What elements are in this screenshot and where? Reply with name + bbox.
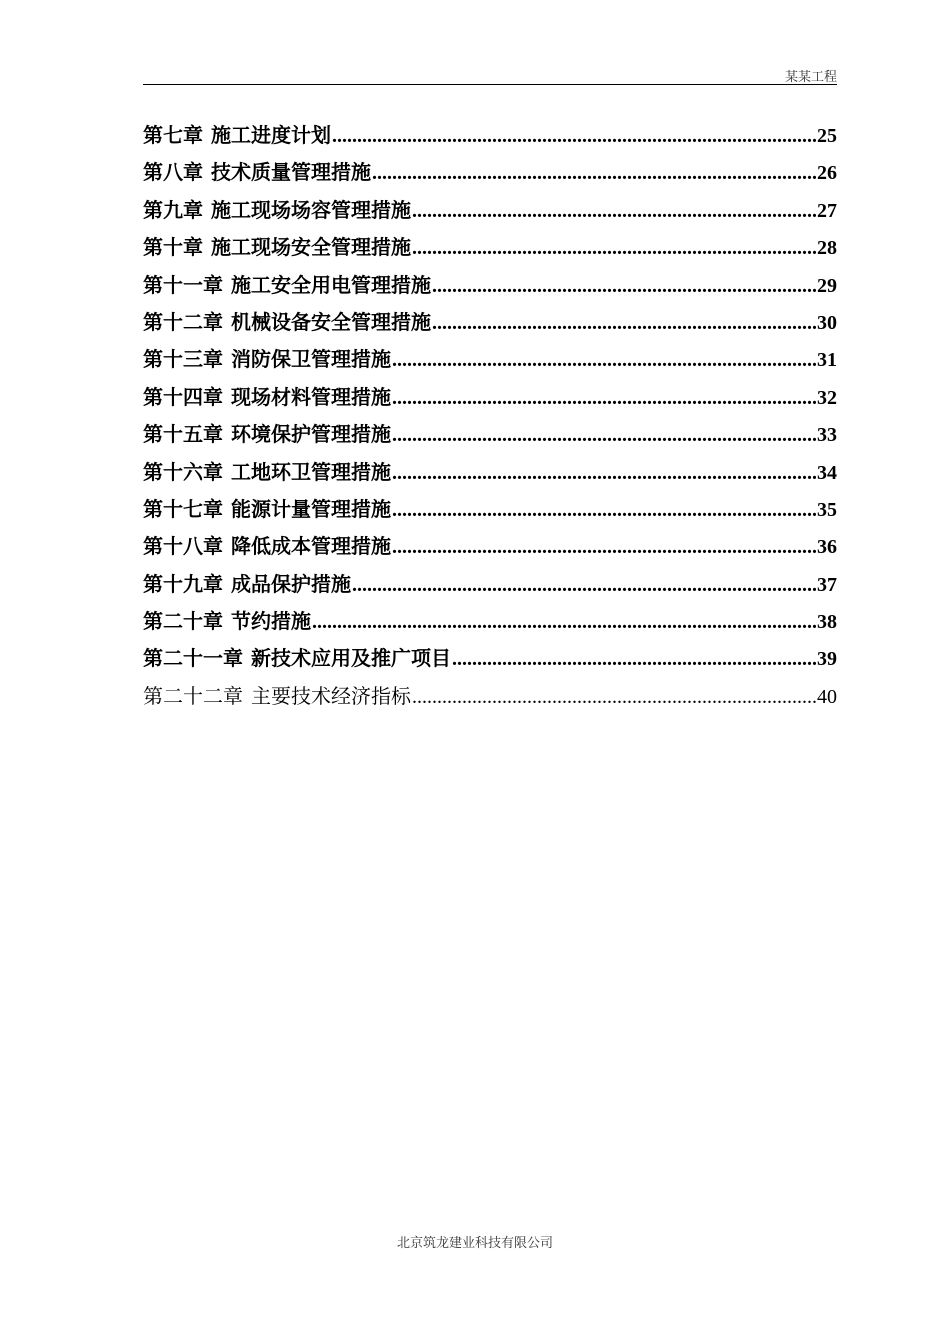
toc-title: 施工进度计划 xyxy=(211,123,331,147)
toc-entry[interactable] xyxy=(143,454,837,491)
page-header xyxy=(143,60,837,85)
toc-leader xyxy=(452,641,816,678)
toc-page-number: 40 xyxy=(817,685,837,708)
toc-title: 消防保卫管理措施 xyxy=(231,347,391,372)
toc-title: 节约措施 xyxy=(231,609,311,634)
toc-chapter: 第十八章 xyxy=(143,534,223,559)
toc-entry[interactable] xyxy=(143,267,837,304)
toc-chapter: 第十四章 xyxy=(143,384,223,409)
toc-entry[interactable] xyxy=(143,379,837,416)
toc-page-number: 36 xyxy=(817,536,837,559)
toc-title: 施工现场场容管理措施 xyxy=(211,197,411,222)
toc-chapter: 第二十二章 xyxy=(143,683,243,708)
toc-leader xyxy=(312,604,816,641)
header-title: 某某工程 xyxy=(784,70,837,85)
toc-entry[interactable] xyxy=(143,491,837,528)
toc-leader xyxy=(332,118,816,155)
toc-leader xyxy=(392,455,816,492)
toc-leader xyxy=(392,417,816,454)
toc-entry[interactable] xyxy=(143,566,837,603)
toc-leader xyxy=(432,268,816,305)
toc-title: 新技术应用及推广项目 xyxy=(251,646,451,671)
toc-entry[interactable] xyxy=(143,154,837,191)
toc-page-number: 34 xyxy=(817,461,837,484)
toc-leader xyxy=(392,342,816,379)
toc-chapter: 第八章 xyxy=(143,160,203,185)
toc-page-number: 31 xyxy=(817,349,837,372)
toc-title: 现场材料管理措施 xyxy=(231,384,391,409)
toc-leader xyxy=(432,305,816,342)
toc-page-number: 28 xyxy=(817,237,837,260)
toc-entry[interactable] xyxy=(143,603,837,640)
toc-leader xyxy=(412,193,816,230)
toc-page-number: 26 xyxy=(817,162,837,185)
toc-entry[interactable] xyxy=(143,117,837,154)
toc-page-number: 32 xyxy=(817,386,837,409)
toc-entry[interactable] xyxy=(143,678,837,715)
toc-page-number: 30 xyxy=(817,311,837,334)
toc-chapter: 第十三章 xyxy=(143,347,223,372)
page-footer xyxy=(0,1232,950,1251)
toc-chapter: 第十一章 xyxy=(143,272,223,297)
toc-entry[interactable] xyxy=(143,304,837,341)
toc-entry[interactable] xyxy=(143,229,837,266)
toc-page-number: 38 xyxy=(817,611,837,634)
toc-title: 降低成本管理措施 xyxy=(231,534,391,559)
table-of-contents xyxy=(143,117,837,715)
toc-chapter: 第七章 xyxy=(143,123,203,147)
toc-entry[interactable] xyxy=(143,640,837,677)
toc-page-number: 33 xyxy=(817,424,837,447)
toc-leader xyxy=(392,529,816,566)
toc-chapter: 第十二章 xyxy=(143,309,223,334)
toc-chapter: 第十五章 xyxy=(143,422,223,447)
toc-title: 工地环卫管理措施 xyxy=(231,459,391,484)
toc-title: 机械设备安全管理措施 xyxy=(231,309,431,334)
toc-leader xyxy=(392,380,816,417)
toc-leader xyxy=(392,492,816,529)
toc-leader xyxy=(352,567,816,604)
toc-page-number: 29 xyxy=(817,274,837,297)
toc-page-number: 25 xyxy=(817,125,837,147)
toc-chapter: 第二十章 xyxy=(143,609,223,634)
toc-page-number: 39 xyxy=(817,648,837,671)
toc-chapter: 第十章 xyxy=(143,235,203,260)
toc-chapter: 第十九章 xyxy=(143,571,223,596)
toc-title: 施工现场安全管理措施 xyxy=(211,235,411,260)
toc-chapter: 第十七章 xyxy=(143,496,223,521)
toc-entry[interactable] xyxy=(143,341,837,378)
toc-leader xyxy=(372,155,816,192)
toc-chapter: 第十六章 xyxy=(143,459,223,484)
toc-leader xyxy=(412,230,816,267)
toc-title: 技术质量管理措施 xyxy=(211,160,371,185)
toc-leader xyxy=(412,679,816,716)
toc-chapter: 第九章 xyxy=(143,197,203,222)
footer-company: 北京筑龙建业科技有限公司 xyxy=(396,1236,553,1251)
toc-title: 能源计量管理措施 xyxy=(231,496,391,521)
toc-page-number: 37 xyxy=(817,573,837,596)
toc-chapter: 第二十一章 xyxy=(143,646,243,671)
toc-entry[interactable] xyxy=(143,192,837,229)
toc-entry[interactable] xyxy=(143,528,837,565)
toc-page-number: 27 xyxy=(817,199,837,222)
toc-title: 主要技术经济指标 xyxy=(251,683,411,708)
toc-title: 施工安全用电管理措施 xyxy=(231,272,431,297)
toc-title: 成品保护措施 xyxy=(231,571,351,596)
toc-page-number: 35 xyxy=(817,498,837,521)
toc-title: 环境保护管理措施 xyxy=(231,422,391,447)
toc-entry[interactable] xyxy=(143,416,837,453)
